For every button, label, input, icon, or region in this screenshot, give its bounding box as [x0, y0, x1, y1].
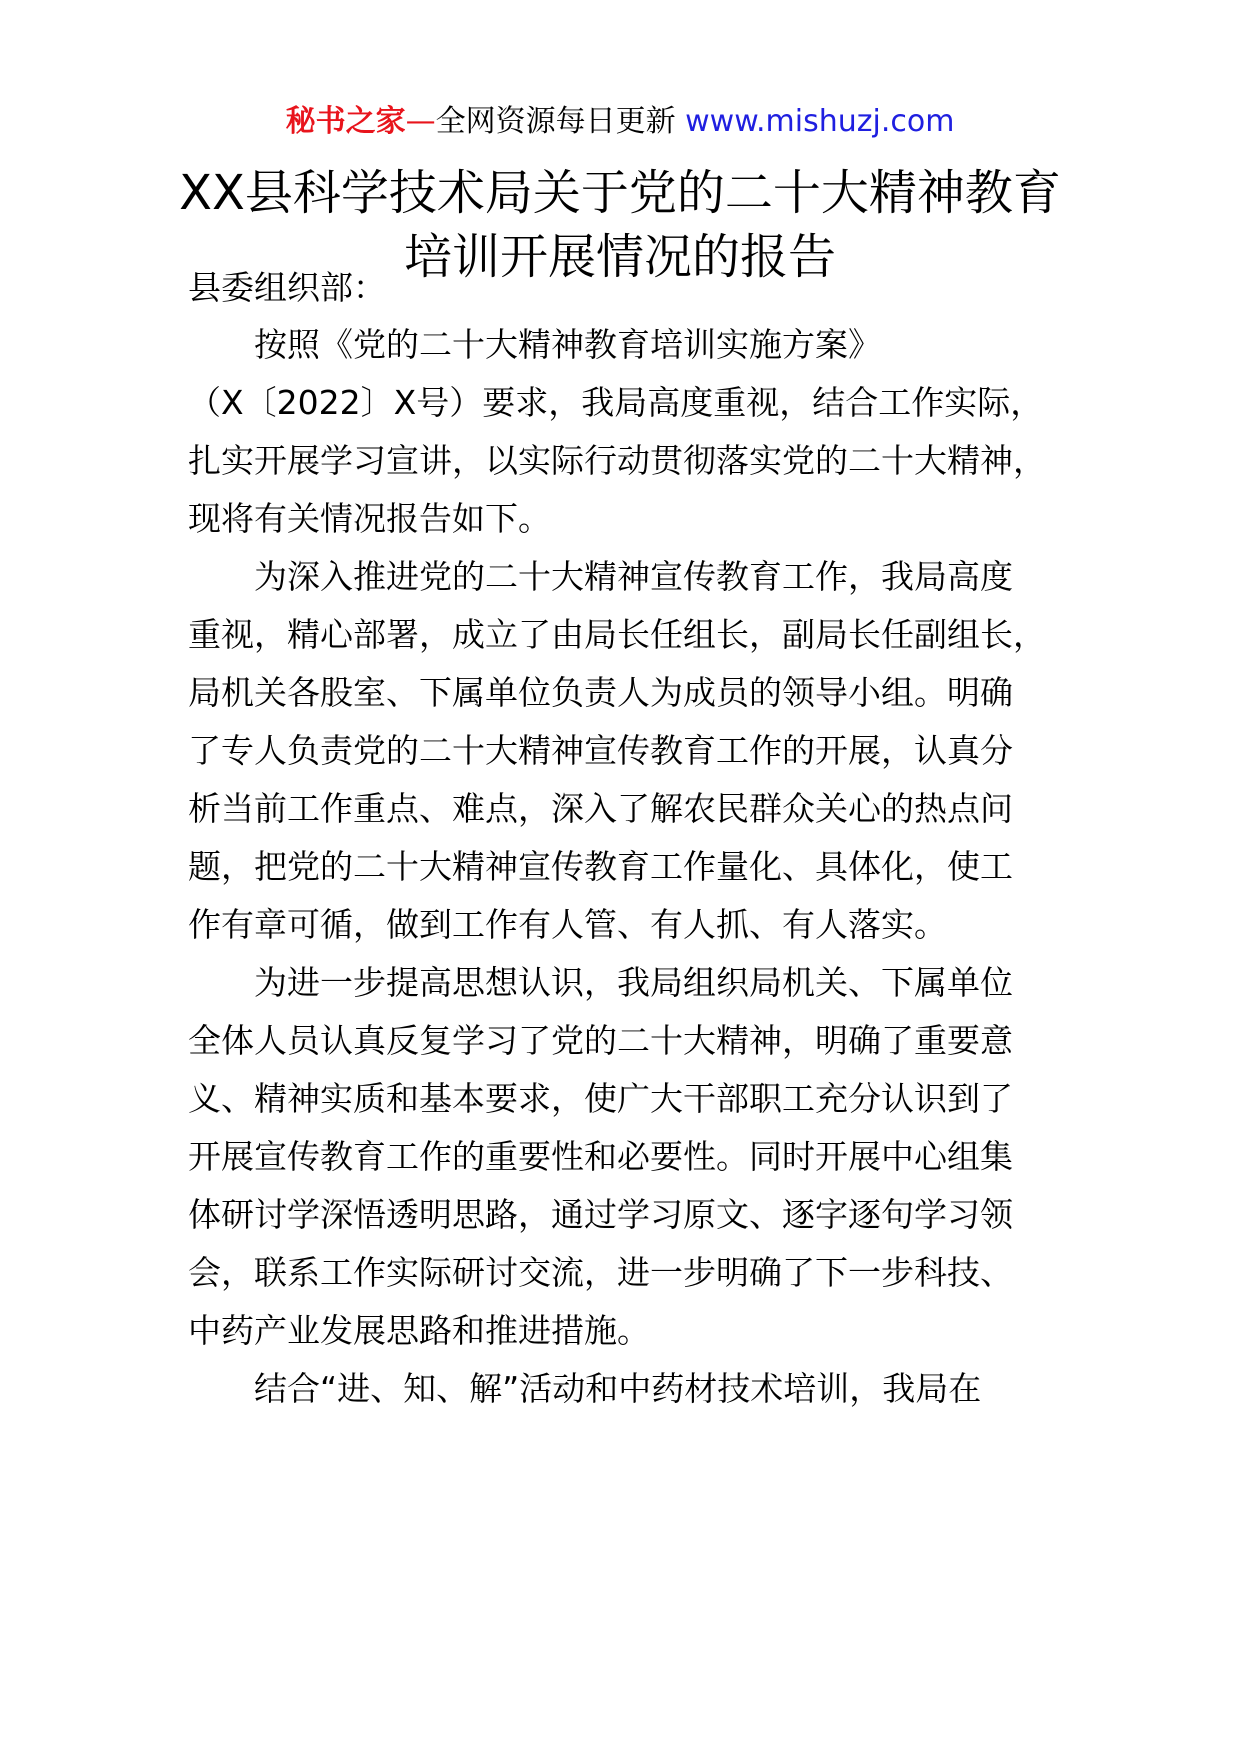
body-line: 扎实开展学习宣讲，以实际行动贯彻落实党的二十大精神， [188, 441, 1046, 480]
body-line: 体研讨学深悟透明思路，通过学习原文、逐字逐句学习领 [188, 1195, 1013, 1234]
header-dash: — [405, 104, 436, 139]
body-line: 开展宣传教育工作的重要性和必要性。同时开展中心组集 [188, 1137, 1013, 1176]
site-url-link[interactable]: www.mishuzj.com [685, 104, 955, 139]
body-line: 局机关各股室、下属单位负责人为成员的领导小组。明确 [188, 673, 1013, 712]
body-line: 了专人负责党的二十大精神宣传教育工作的开展，认真分 [188, 731, 1013, 770]
body-line: 为进一步提高思想认识，我局组织局机关、下属单位 [254, 963, 1013, 1002]
body-line: 结合“进、知、解”活动和中药材技术培训，我局在 [254, 1369, 982, 1408]
body-line: 全体人员认真反复学习了党的二十大精神，明确了重要意 [188, 1021, 1013, 1060]
document-title-line-2: 培训开展情况的报告 [403, 229, 836, 285]
body-line: （X〔2022〕X号）要求，我局高度重视，结合工作实际， [188, 383, 1044, 422]
brand-name: 秘书之家 [285, 104, 406, 139]
body-line: 作有章可循，做到工作有人管、有人抓、有人落实。 [188, 905, 947, 944]
body-line: 义、精神实质和基本要求，使广大干部职工充分认识到了 [188, 1079, 1013, 1118]
body-line: 重视，精心部署，成立了由局长任组长，副局长任副组长， [188, 615, 1046, 654]
body-line: 析当前工作重点、难点，深入了解农民群众关心的热点问 [188, 789, 1013, 828]
site-header [0, 100, 1240, 144]
body-line: 中药产业发展思路和推进措施。 [188, 1311, 650, 1350]
body-line: 现将有关情况报告如下。 [188, 499, 551, 538]
header-tagline: 全网资源每日更新 [435, 104, 676, 139]
body-line: 为深入推进党的二十大精神宣传教育工作，我局高度 [254, 557, 1013, 596]
document-title-line-1: XX县科学技术局关于党的二十大精神教育 [179, 165, 1061, 221]
body-line: 题，把党的二十大精神宣传教育工作量化、具体化，使工 [188, 847, 1013, 886]
body-line: 按照《党的二十大精神教育培训实施方案》 [254, 325, 881, 364]
body-line: 会，联系工作实际研讨交流，进一步明确了下一步科技、 [188, 1253, 1013, 1292]
salutation: 县委组织部： [188, 268, 386, 307]
